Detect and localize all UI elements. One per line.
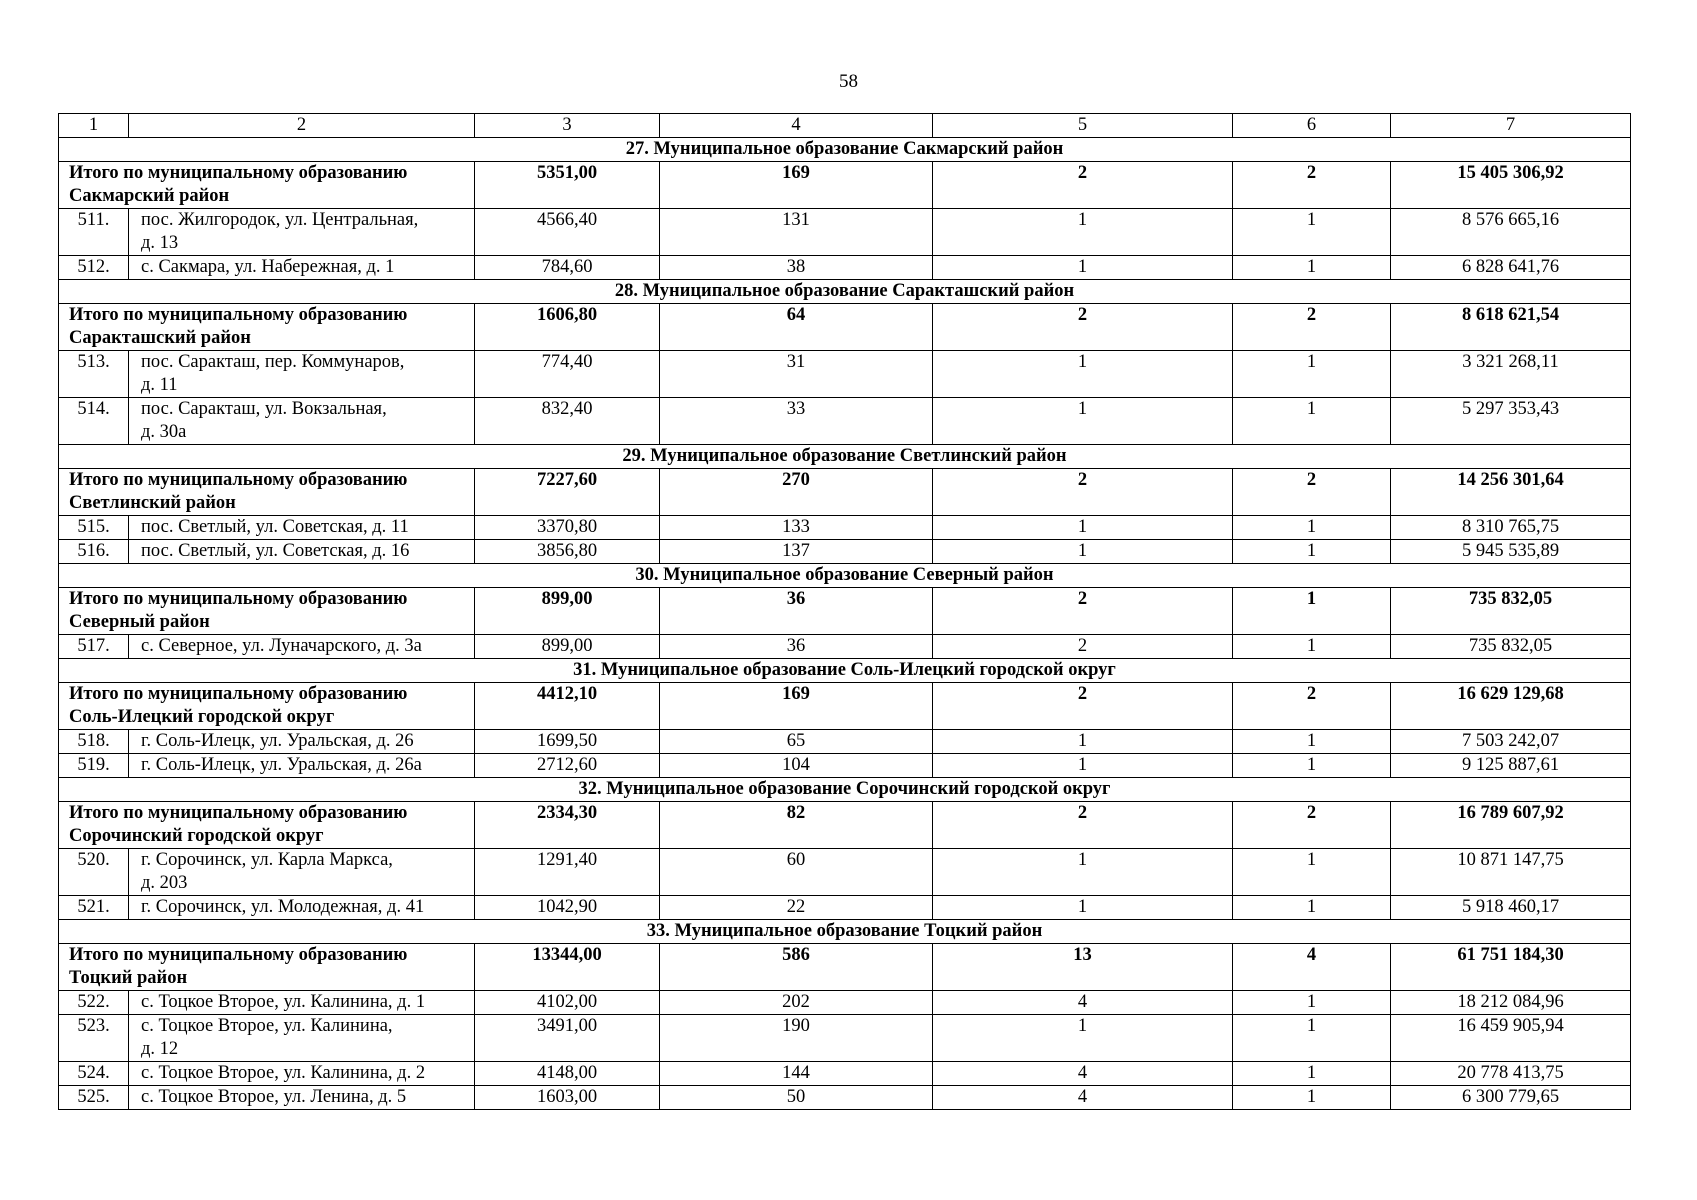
total-c6: 2 [1233,469,1391,516]
row-c3: 774,40 [475,351,660,398]
row-c6: 1 [1233,754,1391,778]
total-c7: 735 832,05 [1391,588,1631,635]
cell-line: Тоцкий район [69,968,188,988]
total-c4: 169 [660,683,933,730]
row-c6: 1 [1233,1086,1391,1110]
total-row [59,469,1631,516]
row-c7: 8 576 665,16 [1391,209,1631,256]
row-c3: 4148,00 [475,1062,660,1086]
cell-line: г. Соль-Илецк, ул. Уральская, д. 26а [141,755,422,775]
cell-line: пос. Светлый, ул. Советская, д. 11 [141,517,409,537]
row-c4: 144 [660,1062,933,1086]
row-c5: 1 [933,896,1233,920]
table-row [59,991,1631,1015]
cell-line: с. Тоцкое Второе, ул. Калинина, д. 2 [141,1063,426,1083]
total-c7: 61 751 184,30 [1391,944,1631,991]
row-c7: 7 503 242,07 [1391,730,1631,754]
total-c4: 36 [660,588,933,635]
total-c3: 899,00 [475,588,660,635]
cell-line: Сорочинский городской округ [69,826,324,846]
total-row [59,802,1631,849]
row-c3: 832,40 [475,398,660,445]
row-c5: 1 [933,730,1233,754]
cell-line: Итого по муниципальному образованию [69,589,408,609]
row-c3: 3370,80 [475,516,660,540]
row-c4: 137 [660,540,933,564]
cell-line: г. Соль-Илецк, ул. Уральская, д. 26 [141,731,414,751]
row-c5: 1 [933,209,1233,256]
section-title: 33. Муниципальное образование Тоцкий район [59,920,1631,944]
row-c7: 9 125 887,61 [1391,754,1631,778]
row-number: 521. [59,896,129,920]
cell-line: с. Тоцкое Второе, ул. Калинина, [141,1016,393,1036]
row-c7: 10 871 147,75 [1391,849,1631,896]
total-c5: 2 [933,802,1233,849]
row-address [129,991,475,1015]
section-title: 29. Муниципальное образование Светлинский район [59,445,1631,469]
table-row [59,351,1631,398]
cell-line: пос. Жилгородок, ул. Центральная, [141,210,419,230]
row-c7: 20 778 413,75 [1391,1062,1631,1086]
row-c7: 8 310 765,75 [1391,516,1631,540]
row-address [129,730,475,754]
row-c4: 38 [660,256,933,280]
section-title: 28. Муниципальное образование Саракташский район [59,280,1631,304]
header-cell: 7 [1391,114,1631,138]
total-c6: 1 [1233,588,1391,635]
total-name [59,469,475,516]
row-address [129,896,475,920]
cell-line: Итого по муниципальному образованию [69,470,408,490]
row-address [129,398,475,445]
column-number-header-row [59,114,1631,138]
row-c6: 1 [1233,896,1391,920]
row-address [129,849,475,896]
row-c5: 2 [933,635,1233,659]
total-c7: 8 618 621,54 [1391,304,1631,351]
cell-line: д. 11 [141,375,178,395]
section-title: 30. Муниципальное образование Северный район [59,564,1631,588]
total-c5: 2 [933,304,1233,351]
row-c3: 1699,50 [475,730,660,754]
row-c6: 1 [1233,209,1391,256]
row-c6: 1 [1233,540,1391,564]
cell-line: д. 13 [141,233,179,253]
section-title-row [59,445,1631,469]
row-c3: 1291,40 [475,849,660,896]
total-row [59,304,1631,351]
cell-line: с. Тоцкое Второе, ул. Ленина, д. 5 [141,1087,407,1107]
row-number: 520. [59,849,129,896]
row-number: 513. [59,351,129,398]
row-address [129,1086,475,1110]
section-title-row [59,138,1631,162]
header-cell: 3 [475,114,660,138]
row-c7: 6 828 641,76 [1391,256,1631,280]
row-c4: 33 [660,398,933,445]
section-title-row [59,280,1631,304]
total-c3: 2334,30 [475,802,660,849]
total-c5: 2 [933,683,1233,730]
row-c6: 1 [1233,351,1391,398]
table-row [59,754,1631,778]
cell-line: с. Сакмара, ул. Набережная, д. 1 [141,257,395,277]
total-c7: 15 405 306,92 [1391,162,1631,209]
row-c5: 1 [933,849,1233,896]
row-number: 516. [59,540,129,564]
row-c3: 4566,40 [475,209,660,256]
header-cell: 2 [129,114,475,138]
row-number: 522. [59,991,129,1015]
table-row [59,398,1631,445]
row-c4: 31 [660,351,933,398]
row-c5: 1 [933,256,1233,280]
cell-line: Итого по муниципальному образованию [69,163,408,183]
table-row [59,1015,1631,1062]
row-c6: 1 [1233,1015,1391,1062]
total-row [59,944,1631,991]
total-c5: 13 [933,944,1233,991]
row-c5: 1 [933,754,1233,778]
total-c7: 16 629 129,68 [1391,683,1631,730]
table-row [59,635,1631,659]
total-c4: 586 [660,944,933,991]
row-c3: 899,00 [475,635,660,659]
row-c3: 1042,90 [475,896,660,920]
row-c3: 3491,00 [475,1015,660,1062]
table-row [59,1062,1631,1086]
cell-line: Итого по муниципальному образованию [69,803,408,823]
row-number: 519. [59,754,129,778]
row-c4: 104 [660,754,933,778]
total-name [59,802,475,849]
row-address [129,209,475,256]
total-c7: 14 256 301,64 [1391,469,1631,516]
row-c4: 65 [660,730,933,754]
row-c4: 36 [660,635,933,659]
row-c4: 60 [660,849,933,896]
row-number: 525. [59,1086,129,1110]
row-address [129,540,475,564]
header-cell: 4 [660,114,933,138]
row-c5: 4 [933,1062,1233,1086]
row-number: 515. [59,516,129,540]
row-number: 517. [59,635,129,659]
total-c3: 5351,00 [475,162,660,209]
row-c4: 202 [660,991,933,1015]
total-c5: 2 [933,162,1233,209]
page-number: 58 [839,71,858,92]
row-number: 518. [59,730,129,754]
row-number: 514. [59,398,129,445]
total-c3: 7227,60 [475,469,660,516]
table-row [59,1086,1631,1110]
total-c3: 13344,00 [475,944,660,991]
total-c6: 4 [1233,944,1391,991]
row-address [129,754,475,778]
total-c4: 82 [660,802,933,849]
row-c4: 22 [660,896,933,920]
total-c6: 2 [1233,304,1391,351]
table-row [59,896,1631,920]
header-cell: 5 [933,114,1233,138]
table-row [59,540,1631,564]
total-row [59,588,1631,635]
row-c3: 4102,00 [475,991,660,1015]
table-row [59,730,1631,754]
cell-line: пос. Саракташ, ул. Вокзальная, [141,399,387,419]
row-address [129,1062,475,1086]
section-title-row [59,778,1631,802]
cell-line: пос. Светлый, ул. Советская, д. 16 [141,541,410,561]
row-address [129,1015,475,1062]
row-c7: 735 832,05 [1391,635,1631,659]
row-c7: 18 212 084,96 [1391,991,1631,1015]
total-c6: 2 [1233,802,1391,849]
total-c6: 2 [1233,683,1391,730]
row-c6: 1 [1233,991,1391,1015]
cell-line: д. 12 [141,1039,179,1059]
total-name [59,588,475,635]
total-c4: 64 [660,304,933,351]
row-c4: 133 [660,516,933,540]
section-title: 32. Муниципальное образование Сорочинский городской округ [59,778,1631,802]
section-title: 31. Муниципальное образование Соль-Илецкий городской округ [59,659,1631,683]
cell-line: Сакмарский район [69,186,230,206]
cell-line: д. 203 [141,873,188,893]
table-body [59,114,1631,1110]
total-name [59,304,475,351]
row-c5: 4 [933,1086,1233,1110]
row-c5: 1 [933,540,1233,564]
row-c3: 784,60 [475,256,660,280]
cell-line: д. 30а [141,422,187,442]
row-number: 524. [59,1062,129,1086]
row-c5: 1 [933,351,1233,398]
cell-line: Светлинский район [69,493,236,513]
row-c3: 2712,60 [475,754,660,778]
table-row [59,209,1631,256]
row-address [129,351,475,398]
cell-line: Итого по муниципальному образованию [69,684,408,704]
row-c7: 3 321 268,11 [1391,351,1631,398]
total-c4: 169 [660,162,933,209]
row-c7: 5 918 460,17 [1391,896,1631,920]
total-c5: 2 [933,588,1233,635]
table-row [59,516,1631,540]
cell-line: Итого по муниципальному образованию [69,305,408,325]
section-title: 27. Муниципальное образование Сакмарский район [59,138,1631,162]
section-title-row [59,659,1631,683]
cell-line: г. Сорочинск, ул. Карла Маркса, [141,850,393,870]
row-c6: 1 [1233,635,1391,659]
row-c5: 1 [933,516,1233,540]
row-c3: 1603,00 [475,1086,660,1110]
total-name [59,162,475,209]
row-c4: 50 [660,1086,933,1110]
data-table [58,113,1631,1110]
row-address [129,256,475,280]
header-cell: 6 [1233,114,1391,138]
row-c4: 131 [660,209,933,256]
section-title-row [59,564,1631,588]
row-c5: 1 [933,398,1233,445]
header-cell: 1 [59,114,129,138]
row-number: 523. [59,1015,129,1062]
row-address [129,516,475,540]
row-c6: 1 [1233,1062,1391,1086]
cell-line: с. Тоцкое Второе, ул. Калинина, д. 1 [141,992,426,1012]
row-address [129,635,475,659]
table-row [59,849,1631,896]
row-number: 511. [59,209,129,256]
total-row [59,162,1631,209]
total-c3: 4412,10 [475,683,660,730]
cell-line: Северный район [69,612,210,632]
total-c6: 2 [1233,162,1391,209]
cell-line: Саракташский район [69,328,251,348]
total-name [59,944,475,991]
row-c7: 5 297 353,43 [1391,398,1631,445]
row-number: 512. [59,256,129,280]
cell-line: г. Сорочинск, ул. Молодежная, д. 41 [141,897,425,917]
cell-line: Итого по муниципальному образованию [69,945,408,965]
cell-line: Соль-Илецкий городской округ [69,707,335,727]
total-c5: 2 [933,469,1233,516]
row-c7: 16 459 905,94 [1391,1015,1631,1062]
row-c4: 190 [660,1015,933,1062]
total-name [59,683,475,730]
section-title-row [59,920,1631,944]
row-c6: 1 [1233,849,1391,896]
total-row [59,683,1631,730]
row-c7: 5 945 535,89 [1391,540,1631,564]
total-c3: 1606,80 [475,304,660,351]
row-c5: 4 [933,991,1233,1015]
total-c4: 270 [660,469,933,516]
row-c6: 1 [1233,256,1391,280]
cell-line: пос. Саракташ, пер. Коммунаров, [141,352,405,372]
row-c5: 1 [933,1015,1233,1062]
total-c7: 16 789 607,92 [1391,802,1631,849]
row-c6: 1 [1233,516,1391,540]
row-c6: 1 [1233,730,1391,754]
cell-line: с. Северное, ул. Луначарского, д. 3а [141,636,422,656]
row-c3: 3856,80 [475,540,660,564]
row-c6: 1 [1233,398,1391,445]
row-c7: 6 300 779,65 [1391,1086,1631,1110]
table-row [59,256,1631,280]
